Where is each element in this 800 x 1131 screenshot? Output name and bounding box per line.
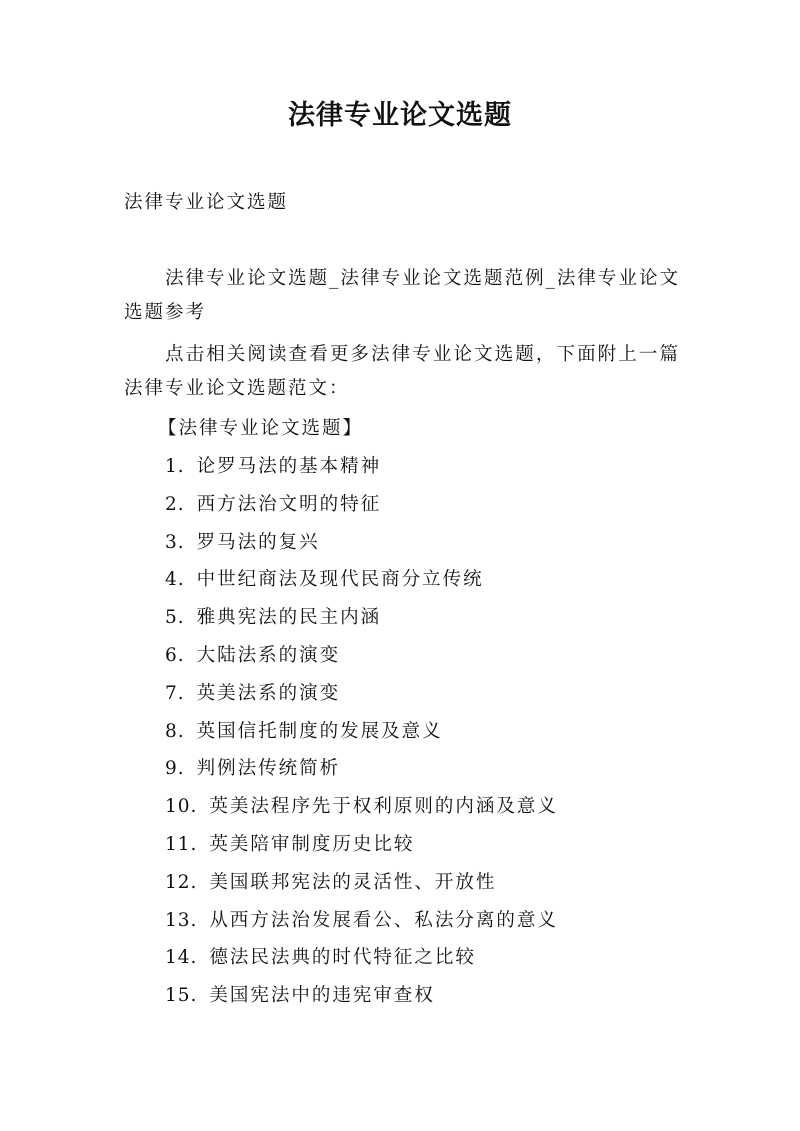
topic-number: 3. <box>165 531 185 553</box>
topic-item <box>165 677 558 715</box>
topic-item <box>165 639 558 677</box>
topic-number: 5. <box>165 607 185 629</box>
topic-text: 罗马法的复兴 <box>196 531 320 553</box>
topic-number: 6. <box>165 644 185 666</box>
topic-text: 德法民法典的时代特征之比较 <box>209 947 476 969</box>
topic-number: 2. <box>165 493 185 515</box>
topic-text: 从西方法治发展看公、私法分离的意义 <box>209 909 558 931</box>
topic-item <box>165 752 558 790</box>
topic-text: 美国宪法中的违宪审查权 <box>209 985 435 1007</box>
topic-item <box>165 828 558 866</box>
intro-paragraph: 法律专业论文选题_法律专业论文选题范例_法律专业论文选题参考 <box>124 268 680 323</box>
topic-item <box>165 526 558 564</box>
topic-number: 15. <box>165 985 198 1007</box>
description-paragraph: 点击相关阅读查看更多法律专业论文选题，下面附上一篇法律专业论文选题范文： <box>124 344 680 399</box>
topic-number: 12. <box>165 871 198 893</box>
topic-text: 西方法治文明的特征 <box>196 493 382 515</box>
document-title: 法律专业论文选题 <box>288 100 512 131</box>
topic-text: 英美陪审制度历史比较 <box>209 833 415 855</box>
topic-text: 雅典宪法的民主内涵 <box>196 607 382 629</box>
topic-text: 中世纪商法及现代民商分立传统 <box>196 569 484 591</box>
topic-item <box>165 450 558 488</box>
topic-item <box>165 866 558 904</box>
topic-text: 美国联邦宪法的灵活性、开放性 <box>209 871 497 893</box>
topic-text: 英美法程序先于权利原则的内涵及意义 <box>209 796 558 818</box>
topic-text: 英美法系的演变 <box>196 682 341 704</box>
topic-item <box>165 941 558 979</box>
topic-number: 8. <box>165 720 185 742</box>
topic-item <box>165 601 558 639</box>
topic-list <box>165 450 558 1017</box>
topic-item <box>165 979 558 1017</box>
topic-item <box>165 563 558 601</box>
topic-text: 判例法传统简析 <box>196 758 341 780</box>
topic-text: 大陆法系的演变 <box>196 644 341 666</box>
topic-item <box>165 790 558 828</box>
topic-item <box>165 904 558 942</box>
topic-text: 论罗马法的基本精神 <box>196 456 382 477</box>
topic-text: 英国信托制度的发展及意义 <box>196 720 443 742</box>
topic-item <box>165 715 558 753</box>
topic-list-header: 【法律专业论文选题】 <box>158 418 364 439</box>
topic-number: 7. <box>165 682 185 704</box>
topic-number: 14. <box>165 947 198 969</box>
topic-number: 10. <box>165 796 198 818</box>
topic-item <box>165 488 558 526</box>
topic-number: 1. <box>165 456 185 477</box>
topic-number: 9. <box>165 758 185 780</box>
document-subtitle: 法律专业论文选题 <box>124 192 289 213</box>
topic-number: 13. <box>165 909 198 931</box>
topic-number: 4. <box>165 569 185 591</box>
topic-number: 11. <box>165 833 198 855</box>
